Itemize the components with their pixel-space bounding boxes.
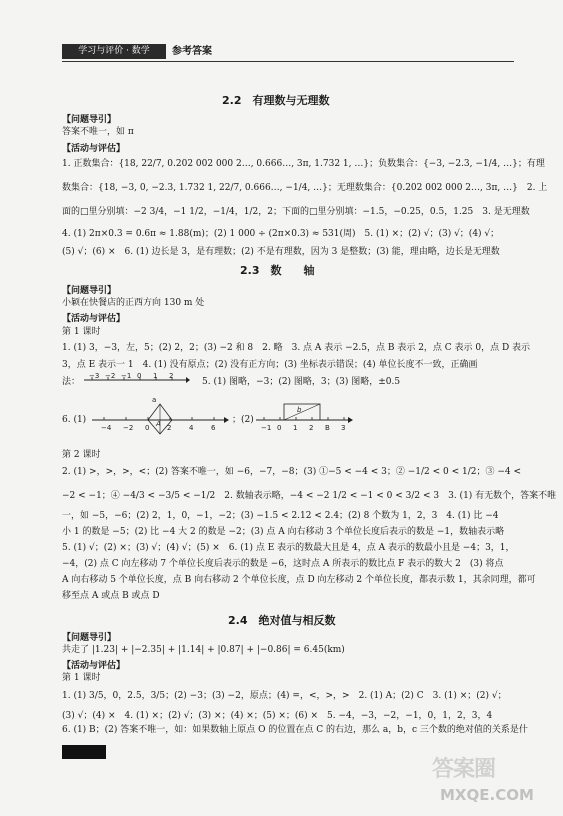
answer-prefix: 6. (1)	[62, 415, 87, 425]
answer-line: 6. (1) B；(2) 答案不唯一，如：如果数轴上原点 O 的位置在点 C 的右边，那么 a，b，c 三个数的绝对值的关系是什	[62, 725, 528, 735]
tick-label: −3	[89, 372, 100, 380]
tick-label: 4	[189, 424, 194, 432]
answer-line: 面的□里分别填：−2 3/4，−1 1/2，−1/4，1/2，2；下面的□里分别填：−1.5，−0.25，0.5，1.25 3. 是无理数	[62, 207, 530, 217]
tick-label: 0	[277, 424, 282, 432]
answer-line: 共走了 |1.23| + |−2.35| + |1.14| + |0.87| + |−0.86| = 6.45(km)	[62, 645, 345, 655]
answer-line: 1. 正数集合：{18, 22/7, 0.202 002 000 2…, 0.666…, 3π, 1.732 1, …}；负数集合：{−3, −2.3, −1/4, …}；有理	[62, 159, 545, 169]
svg-text:a: a	[152, 396, 157, 404]
page-number-block	[62, 745, 106, 759]
tick-label: 2	[167, 424, 172, 432]
answer-line: 答案不唯一，如 π	[62, 127, 134, 137]
tick-label: −2	[123, 424, 134, 432]
tick-label: 0	[137, 372, 142, 380]
number-line-diagram	[82, 371, 190, 391]
answer-line: A 向右移动 5 个单位长度，点 B 向右移动 2 个单位长度，点 D 向左移动 2 个单位长度，都表示数 1，其余同理，都可	[62, 575, 536, 585]
tick-label: 1	[153, 372, 158, 380]
header-badge: 学习与评价 · 数学	[62, 44, 166, 59]
answer-prefix: 法：	[62, 377, 81, 387]
answer-line: −4，(2) 点 C 向左移动 7 个单位长度后表示的数是 −6，这时点 A 所表示的数比点 F 表示的数大 2 (3) 将点	[62, 559, 504, 569]
answer-line: 5. (1) √；(2) ×；(3) √；(4) √；(5) × 6. (1) 点 E 表示的数最大且是 4，点 A 表示的数最小且是 −4；3，1，	[62, 543, 515, 553]
answer-line: 小颖在快餐店的正西方向 130 m 处	[62, 298, 205, 308]
answer-line: 小 1 的数是 −5；(2) 比 −4 大 2 的数是 −2；(3) 点 A 向右移动 3 个单位长度后表示的数是 −1，数轴表示略	[62, 527, 505, 537]
tick-label: −2	[105, 372, 116, 380]
label-question-guide: 【问题导引】	[62, 115, 117, 125]
lesson-label: 第 1 课时	[62, 327, 101, 337]
section-heading-2-3: 2.3 数 轴	[240, 264, 315, 277]
answer-line: 数集合：{18, −3, 0, −2.3, 1.732 1, 22/7, 0.666…, −1/4, …}；无理数集合：{0.202 002 000 2…, 3π, …} 2. 上	[62, 183, 548, 193]
tick-label: 1	[293, 424, 298, 432]
tick-label: −4	[101, 424, 112, 432]
section-heading-2-2: 2.2 有理数与无理数	[222, 94, 330, 107]
watermark-url: MXQE.COM	[440, 786, 534, 804]
label-question-guide: 【问题导引】	[62, 633, 117, 643]
answer-line: −2 < −1；④ −4/3 < −3/5 < −1/2 2. 数轴表示略，−4 < −2 1/2 < −1 < 0 < 3/2 < 3 3. (1) 有无数个，答案不唯	[62, 491, 557, 501]
answer-line: 1. (1) 3/5，0，2.5，3/5；(2) −3；(3) −2，原点；(4) =，<，>，> 2. (1) A；(2) C 3. (1) ×；(2) √；	[62, 691, 507, 701]
answer-line: 移至点 A 或点 B 或点 D	[62, 591, 160, 601]
tick-label: −1	[121, 372, 132, 380]
number-line-diagram-2	[254, 396, 354, 436]
label-activity: 【活动与评估】	[62, 314, 126, 324]
answer-line: 1. (1) 3，−3，左，5；(2) 2，2；(3) −2 和 8 2. 略 3. 点 A 表示 −2.5，点 B 表示 2，点 C 表示 0，点 D 表示	[62, 343, 531, 353]
tick-label: 3	[341, 424, 346, 432]
answer-line: 5. (1) 图略，−3；(2) 图略，3；(3) 图略，±0.5	[202, 377, 401, 387]
svg-text:A: A	[156, 420, 161, 428]
tick-label: −1	[261, 424, 272, 432]
label-question-guide: 【问题导引】	[62, 286, 117, 296]
answer-line: ；(2)	[232, 415, 254, 425]
watermark-logo: 答案圈	[432, 757, 496, 782]
tick-label: 2	[169, 372, 174, 380]
header-title: 参考答案	[172, 46, 212, 57]
section-heading-2-4: 2.4 绝对值与相反数	[228, 614, 336, 627]
lesson-label: 第 2 课时	[62, 450, 101, 460]
number-line-diagram-1	[90, 396, 230, 436]
header-rule	[62, 61, 514, 62]
tick-label: 6	[211, 424, 216, 432]
answer-line: (5) √；(6) × 6. (1) 边长是 3，是有理数；(2) 不是有理数，因为 3 是整数；(3) 能，理由略，边长是无理数	[62, 247, 500, 257]
answer-line: 一，如 −5，−6；(2) 2，1，0，−1，−2；(3) −1.5 < 2.12 < 2.4；(2) 8 个数为 1，2，3 4. (1) 比 −4	[62, 511, 499, 521]
label-activity: 【活动与评估】	[62, 144, 126, 154]
tick-label: 0	[145, 424, 150, 432]
answer-line: (3) √；(4) × 4. (1) ×；(2) √；(3) ×；(4) ×；(5) ×；(6) × 5. −4，−3，−2，−1，0，1，2，3，4	[62, 711, 493, 721]
svg-text:b: b	[297, 406, 302, 414]
label-activity: 【活动与评估】	[62, 661, 126, 671]
lesson-label: 第 1 课时	[62, 673, 101, 683]
answer-line: 3，点 E 表示一 1 4. (1) 没有原点；(2) 没有正方向；(3) 坐标表示错误；(4) 单位长度不一致，正确画	[62, 360, 478, 370]
answer-line: 4. (1) 2π×0.3 = 0.6π ≈ 1.88(m)；(2) 1 000 ÷ (2π×0.3) ≈ 531(周) 5. (1) ×；(2) √；(3) √；(4) √；	[62, 229, 500, 239]
answer-line: 2. (1) >，>，>，<；(2) 答案不唯一，如 −6，−7，−8；(3) ①−5 < −4 < 3；② −1/2 < 0 < 1/2；③ −4 <	[62, 467, 522, 477]
tick-label: B	[325, 424, 330, 432]
tick-label: 2	[309, 424, 314, 432]
